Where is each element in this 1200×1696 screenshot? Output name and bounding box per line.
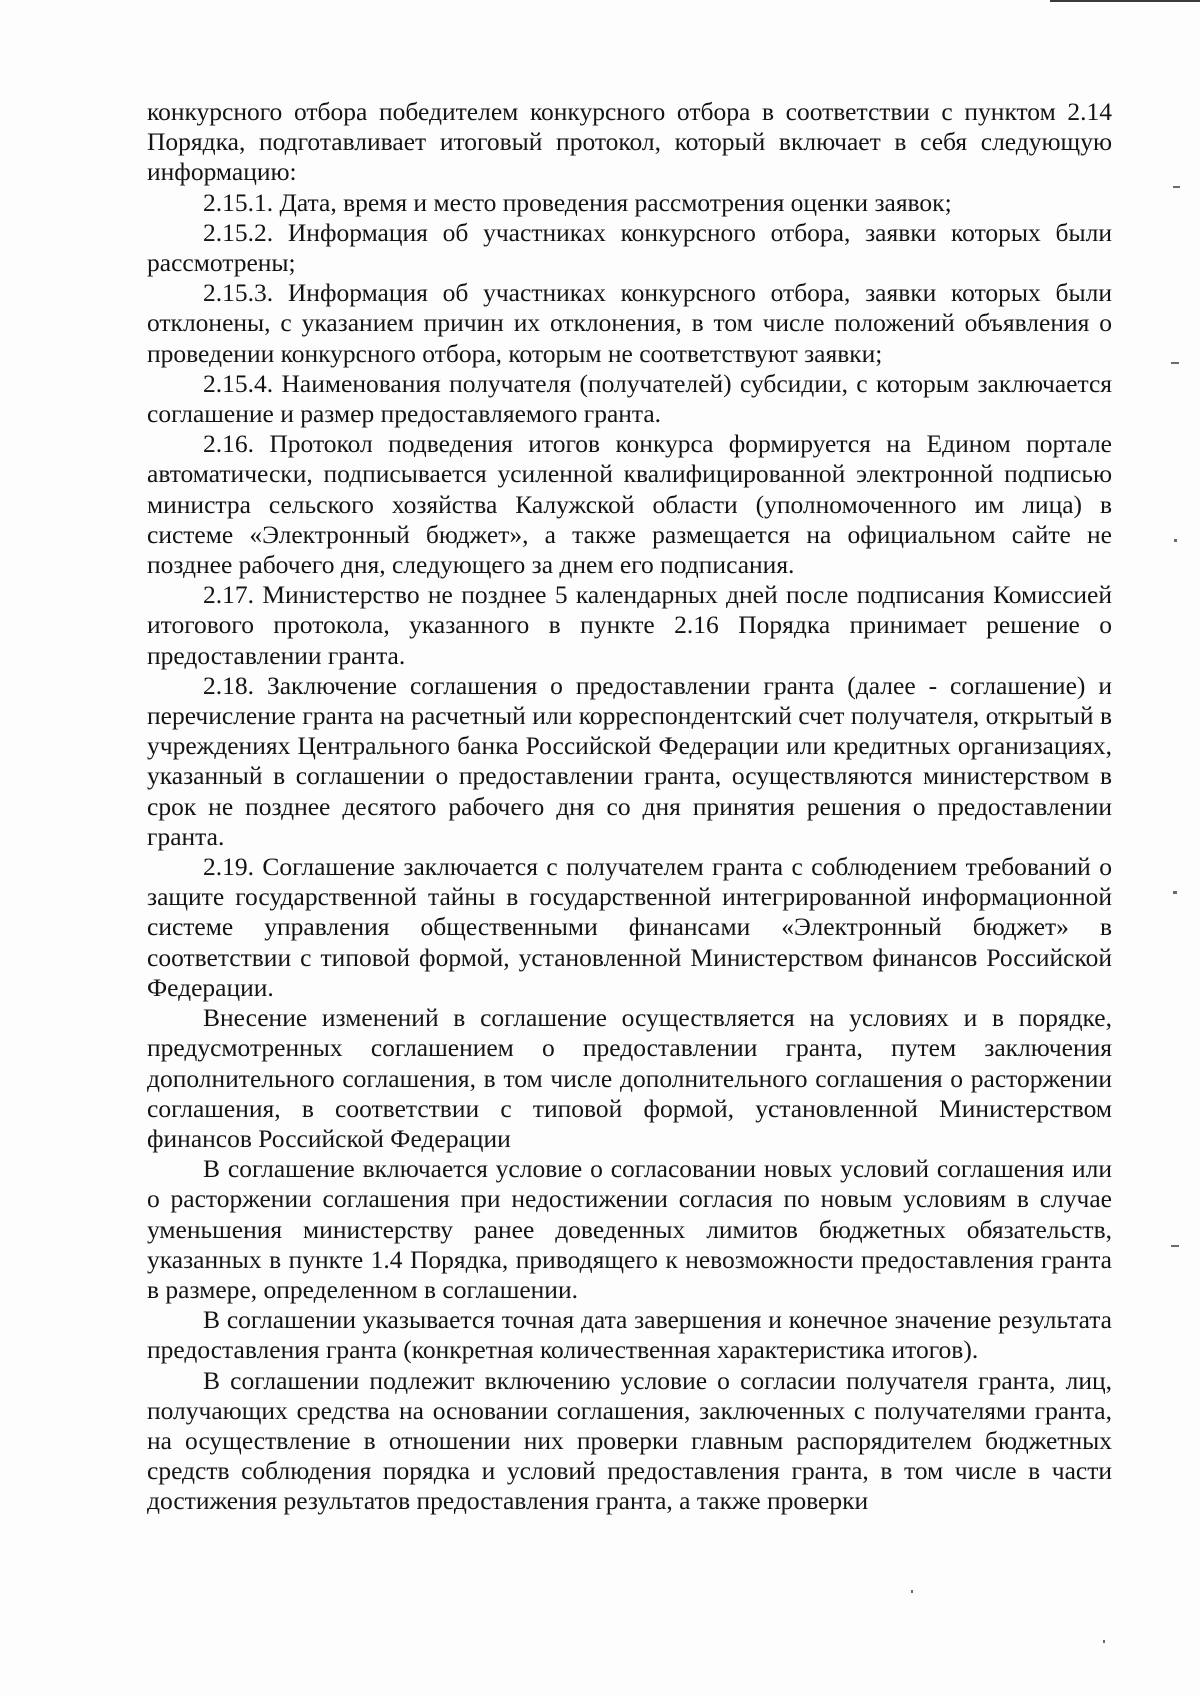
paragraph-2-16: 2.16. Протокол подведения итогов конкурса формируется на Едином портале автоматически, подписывается усиленной квалифицированной электронной подписью министра сельского хозяйства Калужской области (уполномоченного им лица) в системе «Электронный бюджет», а также размещается на официальном сайте не позднее рабочего дня, следующего за днем его подписания. [147,429,1112,580]
paragraph-consent-inspection: В соглашении подлежит включению условие о согласии получателя гранта, лиц, получающих средства на основании соглашения, заключенных с получателями гранта, на осуществление в отношении них проверки главным распорядителем бюджетных средств соблюдения порядка и условий предоставления гранта, в том числе в части достижения результатов предоставления гранта, а также проверки [147,1365,1112,1516]
scan-mark [1171,362,1179,364]
paragraph-new-conditions: В соглашение включается условие о согласовании новых условий соглашения или о расторжении соглашения при недостижении согласия по новым условиям в случае уменьшения министерству ранее доведенных лимитов бюджетных обязательств, указанных в пункте 1.4 Порядка, приводящего к невозможности предоставления гранта в размере, определенном в соглашении. [147,1154,1112,1304]
paragraph-2-19: 2.19. Соглашение заключается с получателем гранта с соблюдением требований о защите государственной тайны в государственной интегрированной информационной системе управления общественными финансами «Электронный бюджет» в соответствии с типовой формой, установленной Министерством финансов Российской Федерации. [147,852,1112,1002]
scan-mark [1173,891,1177,894]
paragraph-2-15-3: 2.15.3. Информация об участниках конкурсного отбора, заявки которых были отклонены, с указанием причин их отклонения, в том числе положений объявления о проведении конкурсного отбора, которым не соответствуют заявки; [147,278,1112,368]
paragraph-2-15-4: 2.15.4. Наименования получателя (получателей) субсидии, с которым заключается соглашение и размер предоставляемого гранта. [147,368,1112,429]
scan-mark [911,1590,913,1593]
scan-mark [1173,186,1180,188]
paragraph-2-17: 2.17. Министерство не позднее 5 календарных дней после подписания Комиссией итогового протокола, указанного в пункте 2.16 Порядка принимает решение о предоставлении гранта. [147,580,1112,670]
paragraph-completion-date: В соглашении указывается точная дата завершения и конечное значение результата предоставления гранта (конкретная количественная характеристика итогов). [147,1305,1112,1365]
top-edge-rule [1050,0,1200,2]
document-body [147,97,1112,1517]
scan-mark [1103,1640,1105,1643]
paragraph-amendments: Внесение изменений в соглашение осуществляется на условиях и в порядке, предусмотренных соглашением о предоставлении гранта, путем заключения дополнительного соглашения, в том числе дополнительного соглашения о расторжении соглашения, в соответствии с типовой формой, установленной Министерством финансов Российской Федерации [147,1003,1112,1153]
paragraph-2-15-2: 2.15.2. Информация об участниках конкурсного отбора, заявки которых были рассмотрены; [147,217,1112,278]
paragraph-2-15-1: 2.15.1. Дата, время и место проведения рассмотрения оценки заявок; [203,187,952,217]
paragraph-2-18: 2.18. Заключение соглашения о предоставлении гранта (далее - соглашение) и перечисление гранта на расчетный или корреспондентский счет получателя, открытый в учреждениях Центрального банка Российской Федерации или кредитных организациях, указанный в соглашении о предоставлении гранта, осуществляются министерством в срок не позднее десятого рабочего дня со дня принятия решения о предоставлении гранта. [147,670,1112,851]
paragraph-continuation: конкурсного отбора победителем конкурсного отбора в соответствии с пунктом 2.14 Порядка, подготавливает итоговый протокол, который включает в себя следующую информацию: [147,97,1112,187]
scan-mark [1174,539,1177,542]
scan-mark [1171,1245,1179,1247]
